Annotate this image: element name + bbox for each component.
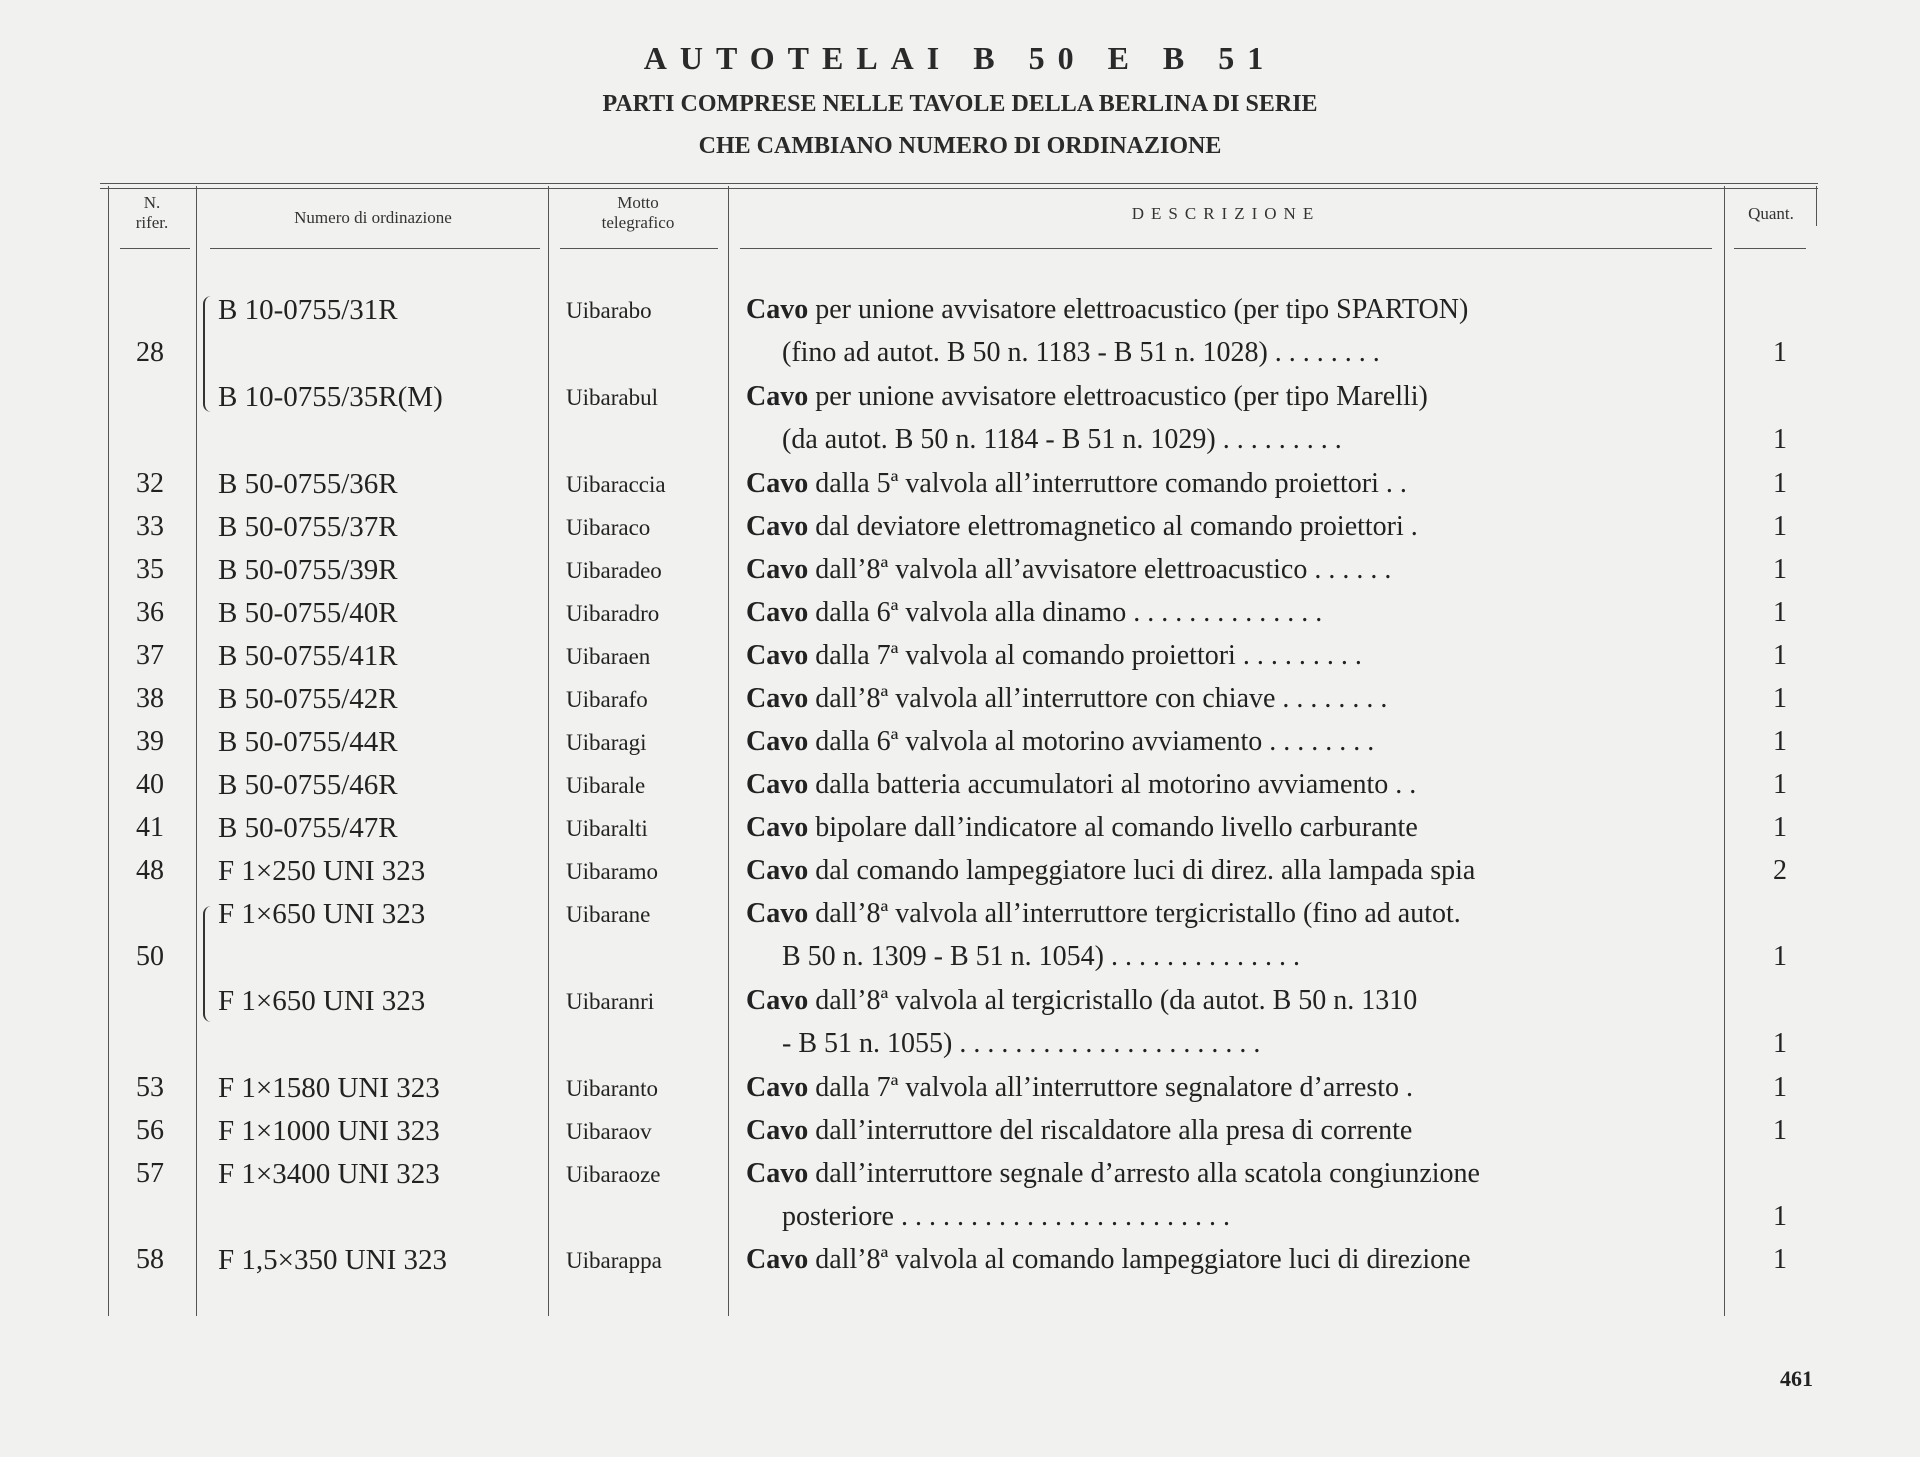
row-description-text: dal comando lampeggiatore luci di direz. alla lampada spia xyxy=(815,855,1476,886)
row-description-continuation: B 50 n. 1309 - B 51 n. 1054) . . . . . . . . . . . . . . xyxy=(782,941,1300,972)
row-description-text: dalla 6ª valvola alla dinamo . . . . . . . . . . . . . . xyxy=(815,597,1323,628)
row-description xyxy=(746,1244,1706,1276)
row-description-lead: Cavo xyxy=(746,1072,809,1103)
row-telegraphic-code: Uibaraoze xyxy=(566,1162,661,1187)
row-description xyxy=(746,640,1706,672)
row-description xyxy=(746,985,1706,1017)
row-order-number: F 1×1580 UNI 323 xyxy=(218,1072,440,1104)
row-description xyxy=(746,855,1706,887)
row-reference-number: 38 xyxy=(136,683,164,714)
column-header-description: DESCRIZIONE xyxy=(1131,204,1321,223)
row-description xyxy=(746,511,1706,543)
header-underline xyxy=(740,248,1712,249)
page-number: 461 xyxy=(1780,1366,1813,1391)
column-header-quantity: Quant. xyxy=(1748,204,1794,223)
row-description xyxy=(746,468,1706,500)
column-header-nrif xyxy=(110,193,194,233)
row-reference-number: 50 xyxy=(136,941,164,972)
row-description xyxy=(746,683,1706,715)
row-telegraphic-code: Uibaragi xyxy=(566,730,647,755)
table-right-edge xyxy=(1816,186,1817,226)
row-quantity: 1 xyxy=(1773,468,1787,499)
row-description-lead: Cavo xyxy=(746,855,809,886)
row-quantity: 1 xyxy=(1773,941,1787,972)
row-description-lead: Cavo xyxy=(746,898,809,929)
row-reference-number: 37 xyxy=(136,640,164,671)
row-order-number: B 50-0755/41R xyxy=(218,640,398,672)
header-underline xyxy=(560,248,718,249)
row-description-lead: Cavo xyxy=(746,381,809,412)
header-motto-line-1: Motto xyxy=(617,193,659,212)
row-order-number: F 1×650 UNI 323 xyxy=(218,898,426,930)
row-description-lead: Cavo xyxy=(746,985,809,1016)
row-description-continuation: posteriore . . . . . . . . . . . . . . . . . . . . . . . . xyxy=(782,1201,1230,1232)
row-order-number: F 1×250 UNI 323 xyxy=(218,855,426,887)
row-telegraphic-code: Uibarabo xyxy=(566,298,652,323)
header-underline xyxy=(120,248,190,249)
row-quantity: 1 xyxy=(1773,597,1787,628)
page-title: AUTOTELAI B 50 E B 51 xyxy=(643,40,1277,76)
row-quantity: 1 xyxy=(1773,726,1787,757)
group-brace xyxy=(203,906,213,1022)
row-reference-number: 32 xyxy=(136,468,164,499)
row-reference-number: 36 xyxy=(136,597,164,628)
header-motto-line-2: telegrafico xyxy=(601,213,675,232)
row-order-number: B 50-0755/47R xyxy=(218,812,398,844)
row-telegraphic-code: Uibaraov xyxy=(566,1119,652,1144)
row-description xyxy=(746,769,1706,801)
row-quantity: 1 xyxy=(1773,1115,1787,1146)
row-description-text: dall’8ª valvola al comando lampeggiatore luci di direzione xyxy=(815,1244,1471,1275)
row-description xyxy=(746,812,1706,844)
row-description-text: bipolare dall’indicatore al comando livello carburante xyxy=(815,812,1418,843)
row-description xyxy=(746,898,1706,930)
row-reference-number: 39 xyxy=(136,726,164,757)
column-divider xyxy=(196,186,197,1316)
page-subtitle-line-1: PARTI COMPRESE NELLE TAVOLE DELLA BERLINA DI SERIE xyxy=(602,91,1318,117)
row-order-number: B 50-0755/36R xyxy=(218,468,398,500)
row-description xyxy=(746,294,1706,326)
row-description-continuation: - B 51 n. 1055) . . . . . . . . . . . . . . . . . . . . . . xyxy=(782,1028,1261,1059)
row-reference-number: 35 xyxy=(136,554,164,585)
group-brace xyxy=(203,296,213,412)
row-reference-number: 48 xyxy=(136,855,164,886)
row-quantity: 1 xyxy=(1773,511,1787,542)
row-description xyxy=(746,1115,1706,1147)
row-description-lead: Cavo xyxy=(746,1158,809,1189)
row-quantity: 1 xyxy=(1773,1072,1787,1103)
row-reference-number: 33 xyxy=(136,511,164,542)
column-header-code: Numero di ordinazione xyxy=(294,208,452,227)
row-description-lead: Cavo xyxy=(746,511,809,542)
row-description-text: dalla 5ª valvola all’interruttore comando proiettori . . xyxy=(815,468,1407,499)
row-telegraphic-code: Uibarafo xyxy=(566,687,648,712)
row-reference-number: 53 xyxy=(136,1072,164,1103)
row-quantity: 1 xyxy=(1773,683,1787,714)
row-description xyxy=(746,1158,1706,1190)
row-order-number: F 1,5×350 UNI 323 xyxy=(218,1244,448,1276)
row-quantity: 1 xyxy=(1773,1028,1787,1059)
row-description-text: dall’8ª valvola all’interruttore tergicristallo (fino ad autot. xyxy=(815,898,1461,929)
table-top-rule xyxy=(100,183,1818,184)
row-order-number: B 50-0755/46R xyxy=(218,769,398,801)
row-description xyxy=(746,1072,1706,1104)
row-description-lead: Cavo xyxy=(746,554,809,585)
row-reference-number: 57 xyxy=(136,1158,164,1189)
row-reference-number: 58 xyxy=(136,1244,164,1275)
row-telegraphic-code: Uibaradro xyxy=(566,601,660,626)
row-telegraphic-code: Uibaranto xyxy=(566,1076,658,1101)
row-description-lead: Cavo xyxy=(746,683,809,714)
header-underline xyxy=(210,248,540,249)
row-telegraphic-code: Uibaramo xyxy=(566,859,658,884)
row-description-text: dall’interruttore del riscaldatore alla presa di corrente xyxy=(815,1115,1413,1146)
row-description-text: dall’8ª valvola al tergicristallo (da autot. B 50 n. 1310 xyxy=(815,985,1418,1016)
row-description-text: per unione avvisatore elettroacustico (per tipo Marelli) xyxy=(815,381,1428,412)
row-description-lead: Cavo xyxy=(746,1244,809,1275)
row-description-text: dalla 6ª valvola al motorino avviamento . . . . . . . . xyxy=(815,726,1375,757)
row-description-text: per unione avvisatore elettroacustico (per tipo SPARTON) xyxy=(815,294,1469,325)
row-description-lead: Cavo xyxy=(746,812,809,843)
row-description-text: dall’8ª valvola all’interruttore con chiave . . . . . . . . xyxy=(815,683,1388,714)
row-telegraphic-code: Uibaraccia xyxy=(566,472,666,497)
row-description xyxy=(746,726,1706,758)
row-telegraphic-code: Uibaradeo xyxy=(566,558,662,583)
column-header-motto xyxy=(550,193,726,233)
page-subtitle-line-2: CHE CAMBIANO NUMERO DI ORDINAZIONE xyxy=(698,133,1222,159)
row-quantity: 1 xyxy=(1773,337,1787,368)
row-description-text: dall’interruttore segnale d’arresto alla scatola congiunzione xyxy=(815,1158,1480,1189)
row-description-text: dalla batteria accumulatori al motorino avviamento . . xyxy=(815,769,1417,800)
row-description-continuation: (fino ad autot. B 50 n. 1183 - B 51 n. 1028) . . . . . . . . xyxy=(782,337,1380,368)
row-quantity: 1 xyxy=(1773,554,1787,585)
row-telegraphic-code: Uibaraco xyxy=(566,515,651,540)
table-top-rule-2 xyxy=(100,188,1818,189)
row-quantity: 1 xyxy=(1773,812,1787,843)
row-reference-number: 41 xyxy=(136,812,164,843)
row-order-number: B 10-0755/31R xyxy=(218,294,398,326)
row-order-number: F 1×3400 UNI 323 xyxy=(218,1158,440,1190)
row-description-lead: Cavo xyxy=(746,294,809,325)
row-description-text: dalla 7ª valvola al comando proiettori . . . . . . . . . xyxy=(815,640,1362,671)
row-telegraphic-code: Uibaranri xyxy=(566,989,655,1014)
row-description xyxy=(746,554,1706,586)
header-nrif-line-1: N. xyxy=(143,193,161,212)
row-telegraphic-code: Uibaralti xyxy=(566,816,648,841)
header-underline xyxy=(1734,248,1806,249)
header-nrif-line-2: rifer. xyxy=(135,213,169,232)
row-description-text: dal deviatore elettromagnetico al comando proiettori . xyxy=(815,511,1418,542)
row-description-lead: Cavo xyxy=(746,597,809,628)
row-reference-number: 40 xyxy=(136,769,164,800)
row-order-number: B 50-0755/37R xyxy=(218,511,398,543)
row-telegraphic-code: Uibarane xyxy=(566,902,651,927)
row-order-number: B 50-0755/42R xyxy=(218,683,398,715)
row-description-continuation: (da autot. B 50 n. 1184 - B 51 n. 1029) . . . . . . . . . xyxy=(782,424,1342,455)
row-quantity: 1 xyxy=(1773,640,1787,671)
row-description xyxy=(746,381,1706,413)
column-divider xyxy=(728,186,729,1316)
row-description-lead: Cavo xyxy=(746,640,809,671)
row-order-number: F 1×650 UNI 323 xyxy=(218,985,426,1017)
row-description-lead: Cavo xyxy=(746,468,809,499)
row-telegraphic-code: Uibaraen xyxy=(566,644,651,669)
table-left-edge xyxy=(108,186,109,1316)
row-reference-number: 28 xyxy=(136,337,164,368)
row-order-number: F 1×1000 UNI 323 xyxy=(218,1115,440,1147)
row-telegraphic-code: Uibarappa xyxy=(566,1248,662,1273)
row-quantity: 2 xyxy=(1773,855,1787,886)
row-order-number: B 50-0755/44R xyxy=(218,726,398,758)
column-divider xyxy=(548,186,549,1316)
row-description-text: dalla 7ª valvola all’interruttore segnalatore d’arresto . xyxy=(815,1072,1414,1103)
row-quantity: 1 xyxy=(1773,424,1787,455)
row-quantity: 1 xyxy=(1773,1201,1787,1232)
row-order-number: B 50-0755/40R xyxy=(218,597,398,629)
row-order-number: B 10-0755/35R(M) xyxy=(218,381,443,413)
column-divider xyxy=(1724,186,1725,1316)
row-telegraphic-code: Uibarabul xyxy=(566,385,658,410)
row-reference-number: 56 xyxy=(136,1115,164,1146)
row-order-number: B 50-0755/39R xyxy=(218,554,398,586)
row-description-lead: Cavo xyxy=(746,769,809,800)
row-description-lead: Cavo xyxy=(746,1115,809,1146)
row-telegraphic-code: Uibarale xyxy=(566,773,646,798)
row-quantity: 1 xyxy=(1773,769,1787,800)
row-quantity: 1 xyxy=(1773,1244,1787,1275)
row-description xyxy=(746,597,1706,629)
row-description-text: dall’8ª valvola all’avvisatore elettroacustico . . . . . . xyxy=(815,554,1392,585)
row-description-lead: Cavo xyxy=(746,726,809,757)
